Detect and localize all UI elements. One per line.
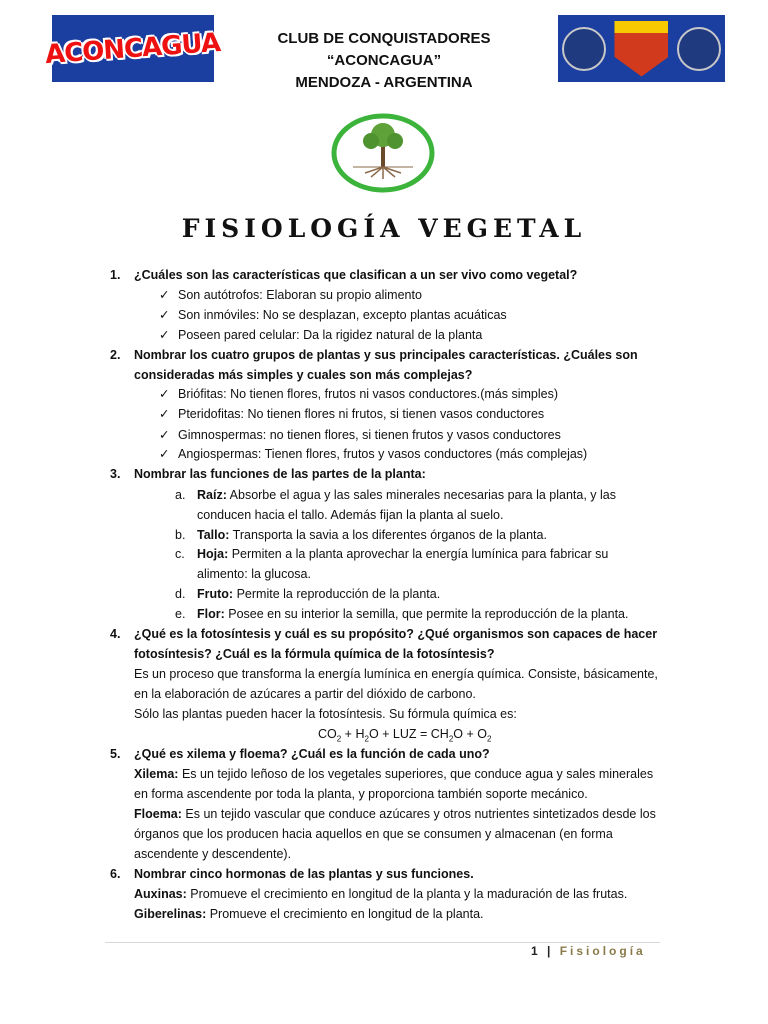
logo-text: ACONCAGUA [44, 27, 222, 70]
q3-c-line-1 [197, 544, 608, 564]
check-icon: ✓ [159, 407, 170, 421]
q5-xilema-line-1: Xilema: Es un tejido leñoso de los vegetales superiores, que conduce agua y sales minerales [134, 767, 654, 781]
page-title: FISIOLOGÍA VEGETAL [181, 214, 587, 243]
q3-a-text: Absorbe el agua y las sales minerales necesarias para la planta, y las [226, 488, 616, 502]
q1-item-3: Poseen pared celular: Da la rigidez natural de la planta [178, 328, 483, 342]
q3-e-term: Flor: [197, 607, 225, 621]
q3-d-text: Permite la reproducción de la planta. [233, 587, 441, 601]
q3-c-text: Permiten a la planta aprovechar la energía lumínica para fabricar su [228, 547, 609, 561]
q2-number: 2. [110, 348, 121, 362]
footer-divider [105, 942, 660, 943]
q1-question: ¿Cuáles son las características que clasifican a un ser vivo como vegetal? [134, 268, 578, 282]
q3-c-letter: c. [175, 547, 185, 561]
q5-floema-term: Floema: [134, 807, 182, 821]
q3-e-letter: e. [175, 607, 186, 621]
q1-number: 1. [110, 268, 121, 282]
check-icon: ✓ [159, 308, 170, 322]
q3-question: Nombrar las funciones de las partes de la planta: [134, 467, 426, 481]
q6-auxinas: Auxinas: Promueve el crecimiento en longitud de la planta y la maduración de las frutas. [134, 887, 628, 901]
footer-word: Fisiología [559, 944, 646, 958]
aconcagua-logo [44, 15, 222, 82]
header-line-1: CLUB DE CONQUISTADORES [277, 30, 491, 47]
header-line-2: “ACONCAGUA” [326, 52, 442, 69]
q6-auxinas-term: Auxinas: [134, 887, 187, 901]
q4-question-line-1: ¿Qué es la fotosíntesis y cuál es su propósito? ¿Qué organismos son capaces de hacer [134, 627, 658, 641]
q6-giberelinas: Giberelinas: Promueve el crecimiento en longitud de la planta. [134, 907, 484, 921]
check-icon: ✓ [159, 387, 170, 401]
q3-b-text: Transporta la savia a los diferentes órganos de la planta. [229, 528, 547, 542]
q1-item-2: Son inmóviles: No se desplazan, excepto plantas acuáticas [178, 308, 507, 322]
q6-number: 6. [110, 867, 121, 881]
emblem-right-icon [677, 27, 721, 71]
q4-answer-line-2: en la elaboración de azúcares a partir del dióxido de carbono. [134, 687, 476, 701]
q2-item-3: Gimnospermas: no tienen flores, si tienen frutos y vasos conductores [178, 428, 561, 442]
club-header [230, 28, 538, 94]
q4-answer-line-3: Sólo las plantas pueden hacer la fotosíntesis. Su fórmula química es: [134, 707, 517, 721]
q5-number: 5. [110, 747, 121, 761]
q3-number: 3. [110, 467, 121, 481]
q6-question: Nombrar cinco hormonas de las plantas y sus funciones. [134, 867, 474, 881]
q3-a-line-1 [197, 485, 616, 505]
page-number: 1 [531, 944, 541, 958]
q3-d-line-1 [197, 584, 440, 604]
header-line-3: MENDOZA - ARGENTINA [295, 74, 473, 91]
page-footer [531, 944, 646, 958]
q5-question: ¿Qué es xilema y floema? ¿Cuál es la función de cada uno? [134, 747, 490, 761]
q3-b-letter: b. [175, 528, 186, 542]
q3-e-line-1 [197, 604, 628, 624]
q6-giberelinas-term: Giberelinas: [134, 907, 207, 921]
q3-b-term: Tallo: [197, 528, 230, 542]
photosynthesis-formula: $CO_2 + H_2O$ + LUZ = $CH_2O + O_2$ [318, 727, 492, 744]
q3-e-text: Posee en su interior la semilla, que permite la reproducción de la planta. [224, 607, 629, 621]
check-icon: ✓ [159, 328, 170, 342]
q2-question-line-2: consideradas más simples y cuales son más complejas? [134, 368, 473, 382]
q5-xilema-term: Xilema: [134, 767, 179, 781]
q4-number: 4. [110, 627, 121, 641]
emblem-left-icon [562, 27, 606, 71]
tree-icon [331, 113, 435, 193]
q2-item-1: Briófitas: No tienen flores, frutos ni vasos conductores.(más simples) [178, 387, 559, 401]
pathfinder-shield-icon [614, 21, 668, 77]
club-emblems-logo [558, 15, 725, 82]
q4-answer-line-1: Es un proceso que transforma la energía lumínica en energía química. Consiste, básicamente, [134, 667, 658, 681]
q5-floema-line-2: órganos que los producen hacia aquellos en que se consumen y almacenan (en forma [134, 827, 613, 841]
q3-c-term: Hoja: [197, 547, 229, 561]
check-icon: ✓ [159, 428, 170, 442]
q3-d-letter: d. [175, 587, 186, 601]
q5-floema-line-1: Floema: Es un tejido vascular que conduce azúcares y otros nutrientes sintetizados desde los [134, 807, 656, 821]
q3-a-line-2: conducen hacia el tallo. Además fijan la planta al suelo. [197, 508, 504, 522]
q2-item-4: Angiospermas: Tienen flores, frutos y vasos conductores (más complejas) [178, 447, 588, 461]
q5-floema-line-3: ascendente y descendente). [134, 847, 292, 861]
check-icon: ✓ [159, 447, 170, 461]
check-icon: ✓ [159, 288, 170, 302]
q4-question-line-2: fotosíntesis? ¿Cuál es la fórmula química de la fotosíntesis? [134, 647, 495, 661]
q3-d-term: Fruto: [197, 587, 234, 601]
q3-b-line-1 [197, 525, 547, 545]
q3-a-term: Raíz: [197, 488, 227, 502]
q1-item-1: Son autótrofos: Elaboran su propio alimento [178, 288, 422, 302]
q3-c-line-2: alimento: la glucosa. [197, 567, 311, 581]
q5-xilema-line-2: en forma ascendente por toda la planta, y proporciona también soporte mecánico. [134, 787, 588, 801]
q2-question-line-1: Nombrar los cuatro grupos de plantas y sus principales características. ¿Cuáles son [134, 348, 638, 362]
q2-item-2: Pteridofitas: No tienen flores ni frutos, si tienen vasos conductores [178, 407, 545, 421]
footer-separator: | [540, 944, 560, 958]
q3-a-letter: a. [175, 488, 186, 502]
